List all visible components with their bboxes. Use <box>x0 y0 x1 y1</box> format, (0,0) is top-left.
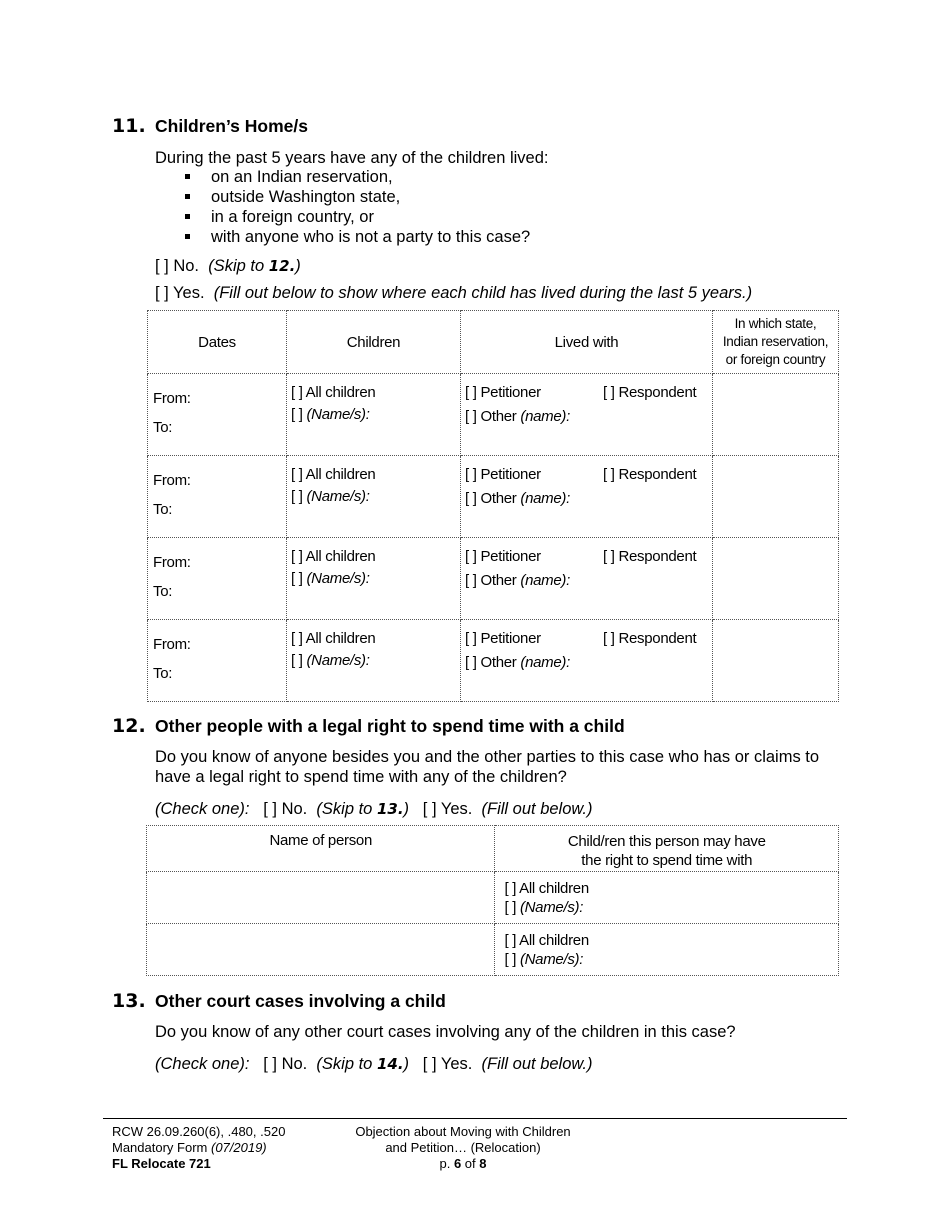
skip-note: (Skip to 14.) <box>316 1055 410 1073</box>
state-cell[interactable] <box>713 538 839 620</box>
header-children: Children <box>287 311 461 374</box>
children-cell[interactable] <box>495 924 839 976</box>
from-label: From: <box>153 390 191 407</box>
all-children-option[interactable]: [ ] All children <box>291 548 376 565</box>
header-children-right: Child/ren this person may have the right to spend time with <box>495 826 839 872</box>
section-12-title: Other people with a legal right to spend time with a child <box>155 716 625 736</box>
children-cell[interactable] <box>287 538 461 620</box>
table-row <box>148 620 839 702</box>
footer-left <box>112 1124 285 1172</box>
footer-title-line1: Objection about Moving with Children <box>355 1124 571 1139</box>
names-option[interactable]: [ ] (Name/s): <box>291 652 370 669</box>
petitioner-option[interactable]: [ ] Petitioner <box>465 466 541 483</box>
other-people-table <box>146 825 839 976</box>
section-11-yes-option[interactable] <box>155 283 752 303</box>
section-13-check-one <box>155 1054 592 1074</box>
bullet-item: in a foreign country, or <box>155 207 755 227</box>
state-cell[interactable] <box>713 620 839 702</box>
table-header-row <box>147 826 839 872</box>
header-state: In which state, Indian reservation, or foreign country <box>713 311 839 374</box>
section-12-question: Do you know of anyone besides you and the other parties to this case who has or claims to have a legal right to spend time with any of the children? <box>155 748 820 786</box>
footer-divider <box>103 1118 847 1119</box>
respondent-option[interactable]: [ ] Respondent <box>603 466 697 483</box>
section-11-title: Children’s Home/s <box>155 116 308 136</box>
table-header-row <box>148 311 839 374</box>
from-label: From: <box>153 472 191 489</box>
from-label: From: <box>153 554 191 571</box>
names-option[interactable]: [ ] (Name/s): <box>291 570 370 587</box>
section-11-bullet-list <box>155 167 755 247</box>
check-one-label: (Check one): <box>155 1055 250 1073</box>
children-cell[interactable] <box>287 374 461 456</box>
name-of-person-cell[interactable] <box>147 924 495 976</box>
from-label: From: <box>153 636 191 653</box>
to-label: To: <box>153 665 173 682</box>
footer-center <box>343 1124 583 1172</box>
name-of-person-cell[interactable] <box>147 872 495 924</box>
lived-with-cell[interactable] <box>461 374 713 456</box>
check-one-label: (Check one): <box>155 800 250 818</box>
names-option[interactable]: [ ] (Name/s): <box>504 899 584 916</box>
section-11-number: 11. <box>112 115 146 137</box>
table-row <box>148 456 839 538</box>
petitioner-option[interactable]: [ ] Petitioner <box>465 630 541 647</box>
other-option[interactable]: [ ] Other (name): <box>465 490 570 507</box>
section-13-question: Do you know of any other court cases involving any of the children in this case? <box>155 1023 736 1041</box>
yes-note: (Fill out below.) <box>481 800 593 818</box>
bullet-item: outside Washington state, <box>155 187 755 207</box>
state-cell[interactable] <box>713 456 839 538</box>
footer-title-line2: and Petition… (Relocation) <box>385 1140 541 1155</box>
no-checkbox-label[interactable]: [ ] No. <box>263 1055 308 1073</box>
bullet-item: on an Indian reservation, <box>155 167 755 187</box>
respondent-option[interactable]: [ ] Respondent <box>603 630 697 647</box>
table-row <box>147 872 839 924</box>
header-name-of-person: Name of person <box>147 826 495 872</box>
names-option[interactable]: [ ] (Name/s): <box>291 488 370 505</box>
all-children-option[interactable]: [ ] All children <box>504 932 589 949</box>
children-homes-table <box>147 310 839 702</box>
skip-note: (Skip to 13.) <box>316 800 410 818</box>
no-checkbox-label[interactable]: [ ] No. <box>263 800 308 818</box>
state-cell[interactable] <box>713 374 839 456</box>
footer-mandatory: Mandatory Form (07/2019) <box>112 1140 267 1155</box>
section-11-intro: During the past 5 years have any of the children lived: <box>155 149 549 167</box>
yes-checkbox-label[interactable]: [ ] Yes. <box>155 284 205 302</box>
to-label: To: <box>153 419 173 436</box>
names-option[interactable]: [ ] (Name/s): <box>504 951 584 968</box>
yes-checkbox-label[interactable]: [ ] Yes. <box>422 800 473 818</box>
header-dates: Dates <box>148 311 287 374</box>
to-label: To: <box>153 501 173 518</box>
table-row <box>147 924 839 976</box>
respondent-option[interactable]: [ ] Respondent <box>603 384 697 401</box>
all-children-option[interactable]: [ ] All children <box>291 384 376 401</box>
footer-rcw: RCW 26.09.260(6), .480, .520 <box>112 1124 286 1139</box>
no-checkbox-label[interactable]: [ ] No. <box>155 257 200 275</box>
all-children-option[interactable]: [ ] All children <box>291 630 376 647</box>
yes-checkbox-label[interactable]: [ ] Yes. <box>422 1055 473 1073</box>
skip-note: (Skip to 12.) <box>208 257 301 275</box>
other-option[interactable]: [ ] Other (name): <box>465 572 570 589</box>
children-cell[interactable] <box>287 456 461 538</box>
header-lived-with: Lived with <box>461 311 713 374</box>
dates-cell[interactable] <box>148 374 287 456</box>
lived-with-cell[interactable] <box>461 538 713 620</box>
lived-with-cell[interactable] <box>461 456 713 538</box>
all-children-option[interactable]: [ ] All children <box>291 466 376 483</box>
children-cell[interactable] <box>287 620 461 702</box>
all-children-option[interactable]: [ ] All children <box>504 880 589 897</box>
yes-note: (Fill out below.) <box>481 1055 593 1073</box>
section-11-no-option[interactable] <box>155 256 301 276</box>
dates-cell[interactable] <box>148 538 287 620</box>
section-13-title: Other court cases involving a child <box>155 991 446 1011</box>
section-13-number: 13. <box>112 990 146 1012</box>
respondent-option[interactable]: [ ] Respondent <box>603 548 697 565</box>
yes-note: (Fill out below to show where each child has lived during the last 5 years.) <box>213 284 753 302</box>
dates-cell[interactable] <box>148 620 287 702</box>
petitioner-option[interactable]: [ ] Petitioner <box>465 548 541 565</box>
to-label: To: <box>153 583 173 600</box>
footer-form-id: FL Relocate 721 <box>112 1156 211 1171</box>
other-option[interactable]: [ ] Other (name): <box>465 654 570 671</box>
bullet-item: with anyone who is not a party to this case? <box>155 227 755 247</box>
table-row <box>148 374 839 456</box>
other-option[interactable]: [ ] Other (name): <box>465 408 570 425</box>
section-12-number: 12. <box>112 715 146 737</box>
table-row <box>148 538 839 620</box>
names-option[interactable]: [ ] (Name/s): <box>291 406 370 423</box>
lived-with-cell[interactable] <box>461 620 713 702</box>
footer-page-number: p. 6 of 8 <box>439 1156 487 1171</box>
petitioner-option[interactable]: [ ] Petitioner <box>465 384 541 401</box>
section-12-check-one <box>155 799 592 819</box>
children-cell[interactable] <box>495 872 839 924</box>
dates-cell[interactable] <box>148 456 287 538</box>
